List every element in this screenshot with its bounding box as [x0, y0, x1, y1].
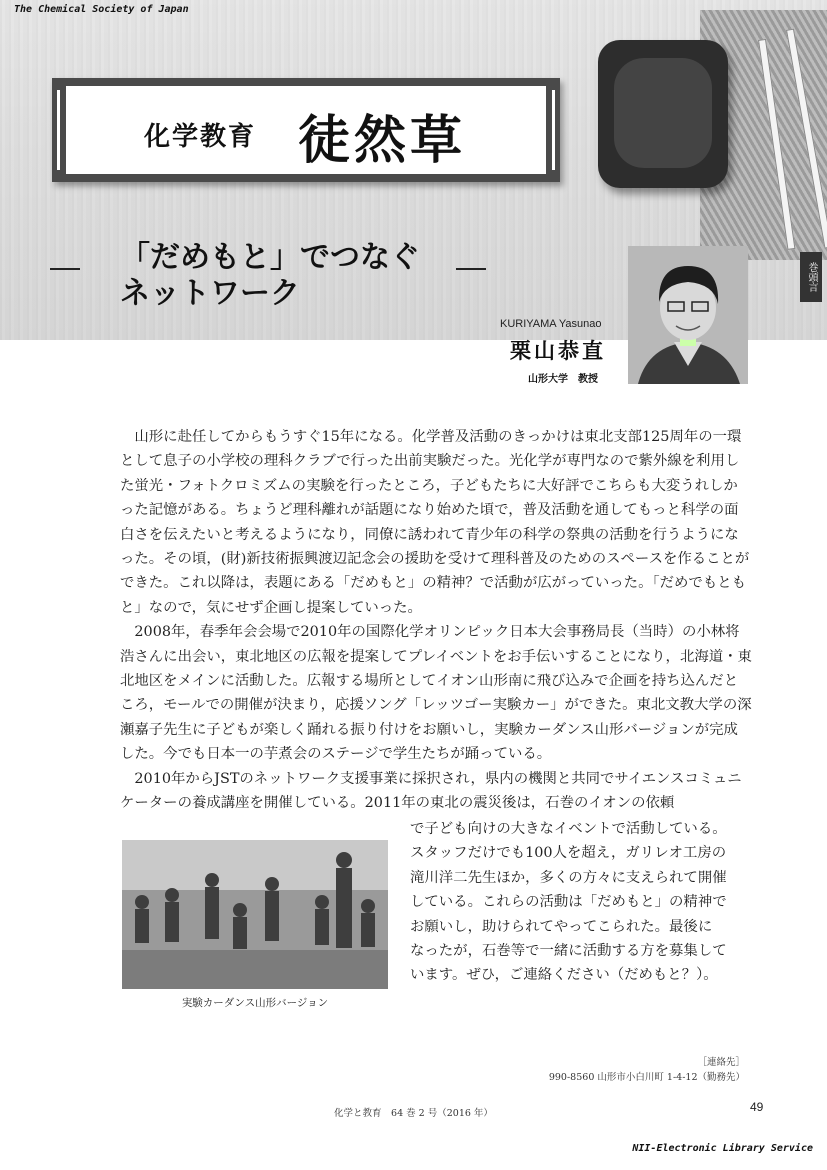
author-affiliation: 山形大学 教授 [528, 374, 598, 385]
series-label-small: 化学教育 [144, 122, 257, 152]
title-line-1: 「だめもと」でつなぐ [120, 240, 420, 275]
contact-address: 990-8560 山形市小白川町 1-4-12（勤務先） [548, 1072, 745, 1083]
wrap-line: で子ども向けの大きなイベントで活動している。 [410, 821, 727, 837]
series-banner [52, 78, 560, 182]
article-body [120, 425, 752, 816]
page-number: 49 [750, 1100, 764, 1114]
article-title [120, 240, 420, 312]
paragraph-3: 2010年からJSTのネットワーク支援事業に採択され，県内の機関と共同でサイエンスコミュニケーターの養成講座を開催している。2011年の東北の震災後は，石巻のイオンの依頼 [120, 770, 742, 812]
wrap-line: なったが，石巻等で一緒に活動する方を募集して [410, 943, 727, 960]
wrap-line: スタッフだけでも100人を超え，ガリレオ工房の [410, 845, 727, 862]
contact-block [549, 1055, 745, 1085]
paragraph-1: 山形に赴任してからもうすぐ15年になる。化学普及活動のきっかけは東北支部125周年の一環として息子の小学校の理科クラブで行った出前実験だった。光化学が専門なので紫外線を利用した蛍光・フォトクロミズムの実験を行ったところ，子どもたちに大好評でこちらも大変うれしかった記憶がある。ちょうど理科離れが話題になり始めた頃で，普及活動を通してもっと科学の面白さを伝えたいと考えるようになり，同僚に誘われて青少年の科学の祭典の活動を行うようになった。その頃，(財)新技術振興渡辺記念会の援助を受けて理科普及のためのスペースを作ることができた。これ以降は，表題にある「だめもと」の精神？で活動が広がっていった。「だめでもともと」なので，気にせず企画し提案していった。 [120, 429, 750, 616]
journal-footer: 化学と教育 64 巻 2 号（2016 年） [334, 1108, 493, 1119]
library-label: NII-Electronic Library Service [632, 1143, 813, 1154]
article-body-wrap [410, 817, 755, 988]
wrap-line: 滝川洋二先生ほか，多くの方々に支えられて開催 [410, 869, 727, 886]
title-line-2: ネットワーク [120, 276, 300, 311]
series-label-large: 徒然草 [298, 110, 467, 171]
wrap-line: います。ぜひ，ご連絡ください（だめもと？）。 [410, 967, 718, 984]
publisher-label: The Chemical Society of Japan [14, 4, 189, 15]
wrap-line: している。これらの活動は「だめもと」の精神で [410, 894, 727, 911]
dance-photo [122, 840, 388, 989]
author-roman-name: KURIYAMA Yasunao [500, 318, 602, 330]
wrap-line: お願いし，助けられてやってこられた。最後に [410, 918, 713, 935]
inkstone-image [598, 40, 728, 188]
paragraph-2: 2008年，春季年会会場で2010年の国際化学オリンピック日本大会事務局長（当時）の小林将浩さんに出会い，東北地区の広報を提案してプレイベントをお手伝いすることになり，北海道・東北地区をメインに活動した。広報する場所としてイオン山形南に飛び込みで企画を持ち込んだところ，モールでの開催が決まり，応援ソング「レッツゴー実験カー」ができた。東北文教大学の深瀬嘉子先生に子どもが楽しく踊れる振り付けをお願いし，実験カーダンス山形バージョンが完成した。今でも日本一の芋煮会のステージで学生たちが踊っている。 [120, 624, 752, 763]
section-tab: 巻頭言 [800, 252, 822, 302]
author-portrait [628, 246, 748, 384]
author-name: 栗山恭直 [510, 338, 606, 363]
title-rule-left [50, 268, 80, 270]
photo-caption: 実験カーダンス山形バージョン [181, 997, 329, 1009]
contact-label: ［連絡先］ [697, 1057, 745, 1068]
title-rule-right [456, 268, 486, 270]
